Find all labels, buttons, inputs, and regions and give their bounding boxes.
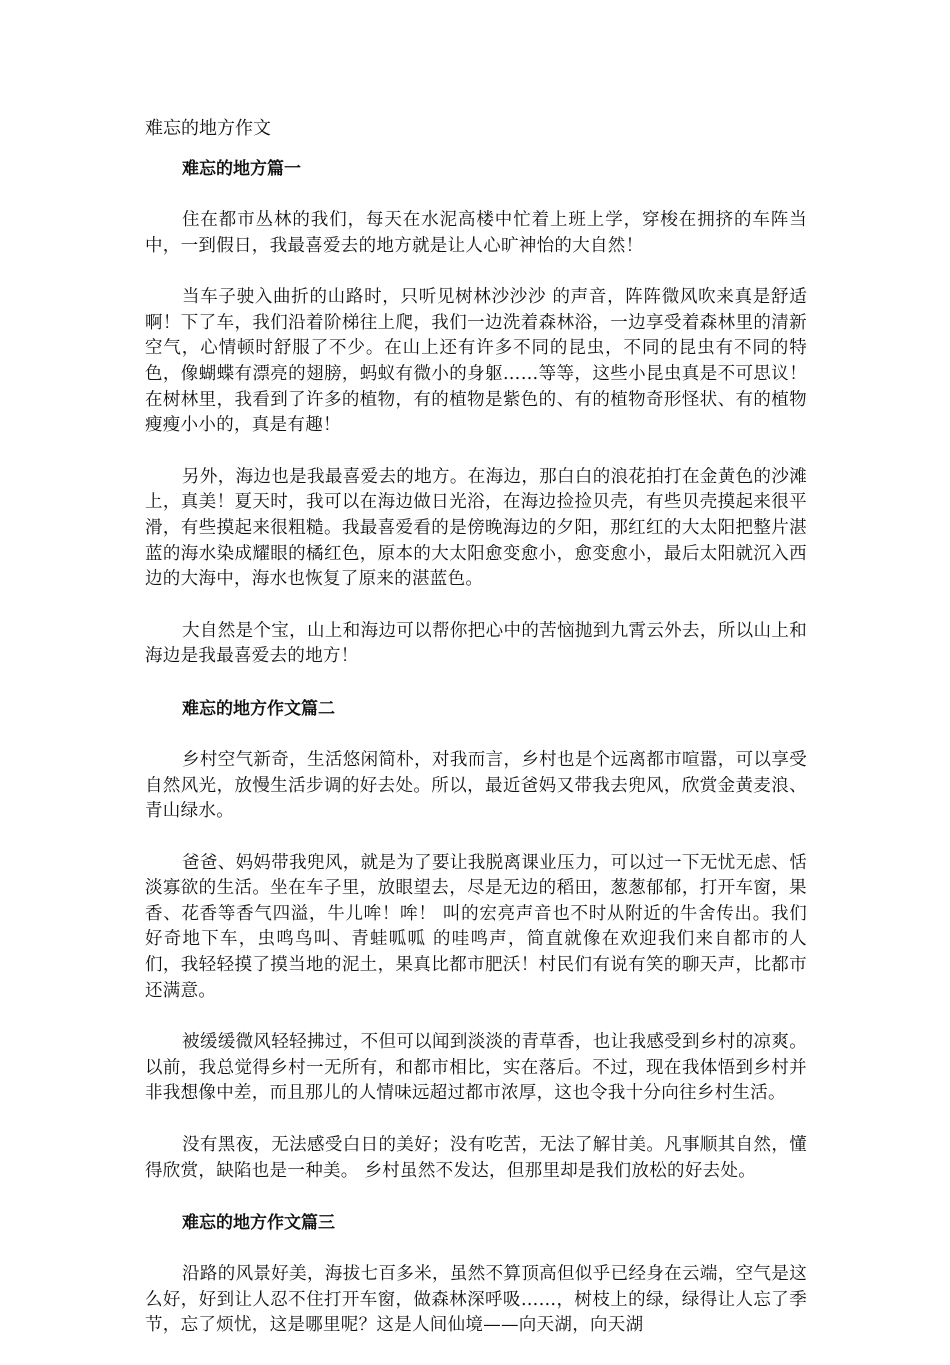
section-3 bbox=[145, 1210, 807, 1339]
section-2 bbox=[145, 696, 807, 1184]
section-1 bbox=[145, 156, 807, 670]
paragraph: 大自然是个宝，山上和海边可以帮你把心中的苦恼抛到九霄云外去，所以山上和海边是我最喜爱去的地方！ bbox=[145, 620, 807, 667]
document-title: 难忘的地方作文 bbox=[145, 118, 271, 139]
paragraph: 沿路的风景好美，海拔七百多米，虽然不算顶高但似乎已经身在云端，空气是这么好，好到让人忍不住打开车窗，做森林深呼吸……，树枝上的绿，绿得让人忘了季节，忘了烦忧，这是哪里呢？这是人间仙境——向天湖，向天湖 bbox=[145, 1264, 807, 1336]
paragraph: 当车子驶入曲折的山路时，只听见树林沙沙沙 的声音，阵阵微风吹来真是舒适啊！下了车，我们沿着阶梯往上爬，我们一边洗着森林浴，一边享受着森林里的清新空气，心情顿时舒服了不少。在山上还有许多不同的昆虫，不同的昆虫有不同的特色，像蝴蝶有漂亮的翅膀，蚂蚁有微小的身躯……等等，这些小昆虫真是不可思议！在树林里，我看到了许多的植物，有的植物是紫色的、有的植物奇形怪状、有的植物瘦瘦小小的，真是有趣！ bbox=[145, 287, 807, 436]
section-heading: 难忘的地方作文篇二 bbox=[182, 698, 335, 719]
document-body bbox=[145, 156, 807, 1365]
paragraph: 被缓缓微风轻轻拂过，不但可以闻到淡淡的青草香，也让我感受到乡村的凉爽。以前，我总觉得乡村一无所有，和都市相比，实在落后。不过，现在我体悟到乡村并非我想像中差，而且那儿的人情味远超过都市浓厚，这也令我十分向往乡村生活。 bbox=[145, 1032, 807, 1104]
paragraph: 没有黑夜，无法感受白日的美好；没有吃苦，无法了解甘美。凡事顺其自然，懂得欣赏，缺陷也是一种美。 乡村虽然不发达，但那里却是我们放松的好去处。 bbox=[145, 1135, 807, 1181]
section-heading: 难忘的地方篇一 bbox=[182, 159, 301, 179]
section-heading: 难忘的地方作文篇三 bbox=[182, 1213, 335, 1234]
paragraph: 爸爸、妈妈带我兜风，就是为了要让我脱离课业压力，可以过一下无忧无虑、恬淡寡欲的生活。坐在车子里，放眼望去，尽是无边的稻田，葱葱郁郁，打开车窗，果香、花香等香气四溢，牛儿哞！哞！ 叫的宏亮声音也不时从附近的牛舍传出。我们好奇地下车，虫鸣鸟叫、青蛙呱呱 的哇鸣声，简直就像在欢迎我们来自都市的人们，我轻轻摸了摸当地的泥土，果真比都市肥沃！村民们有说有笑的聊天声，比都市还满意。 bbox=[145, 852, 807, 1001]
paragraph: 另外，海边也是我最喜爱去的地方。在海边，那白白的浪花拍打在金黄色的沙滩上，真美！夏天时，我可以在海边做日光浴，在海边捡捡贝壳，有些贝壳摸起来很平滑，有些摸起来很粗糙。我最喜爱看的是傍晚海边的夕阳，那红红的大太阳把整片湛蓝的海水染成耀眼的橘红色，原本的大太阳愈变愈小，愈变愈小，最后太阳就沉入西边的大海中，海水也恢复了原来的湛蓝色。 bbox=[145, 466, 807, 590]
paragraph: 乡村空气新奇，生活悠闲简朴，对我而言，乡村也是个远离都市喧嚣，可以享受自然风光，放慢生活步调的好去处。所以，最近爸妈又带我去兜风，欣赏金黄麦浪、青山绿水。 bbox=[145, 749, 807, 822]
paragraph: 住在都市丛林的我们，每天在水泥高楼中忙着上班上学，穿梭在拥挤的车阵当中，一到假日，我最喜爱去的地方就是让人心旷神怡的大自然！ bbox=[145, 210, 807, 256]
